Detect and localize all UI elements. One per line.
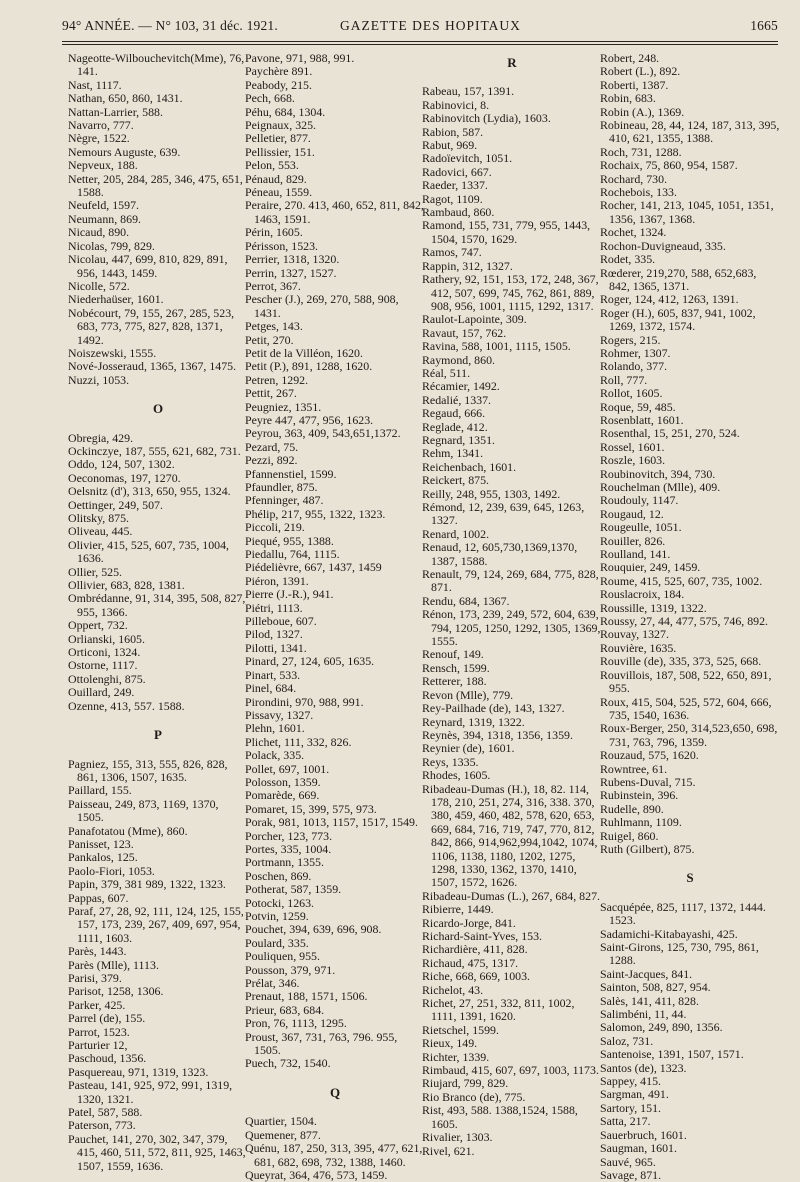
index-entry: Rohmer, 1307. [600,345,671,360]
index-entry: Rubinstein, 396. [600,788,679,803]
index-entry: Perrier, 1318, 1320. [245,252,340,267]
index-entry: Pavone, 971, 988, 991. [245,51,355,65]
index-entry: Parker, 425. [68,997,126,1012]
index-entry: Rouslacroix, 184. [600,587,685,602]
index-entry: Rieux, 149. [422,1036,478,1051]
index-entry: Reynès, 394, 1318, 1356, 1359. [422,727,573,742]
index-entry: Riujard, 799, 829. [422,1076,509,1091]
index-entry: Rendu, 684, 1367. [422,593,510,608]
index-entry: Obregia, 429. [68,430,134,445]
index-entry: Parisi, 379. [68,971,122,985]
index-entry: Rouiller, 826. [600,533,666,548]
index-entry: Sauerbruch, 1601. [600,1127,687,1142]
index-entry: Roger, 124, 412, 1263, 1391. [600,292,739,307]
index-entry: Ollivier, 683, 828, 1381. [68,578,185,593]
index-entry: Rochon-Duvigneaud, 335. [600,238,726,253]
index-entry: Regnard, 1351. [422,432,495,447]
index-entry: Portes, 335, 1004. [245,841,332,856]
index-entry: Paisseau, 249, 873, 1169, 1370, 1505. [68,796,219,825]
index-entry: Navarro, 777. [68,118,134,133]
index-entry: Renouf, 149. [422,647,484,662]
index-entry: Retterer, 188. [422,674,487,689]
index-entry: Pilod, 1327. [245,627,303,642]
index-entry: Polack, 335. [245,748,305,763]
index-entry: Paychère 891. [245,64,313,79]
index-entry: Nattan-Larrier, 588. [68,104,163,119]
index-entry: Paolo-Fiori, 1053. [68,863,155,878]
index-entry: Rehm, 1341. [422,446,484,461]
index-entry: Robineau, 28, 44, 124, 187, 313, 395, 410, 621, 1355, 1388. [600,118,780,146]
header-rule [62,41,778,42]
index-entry: Pasquereau, 971, 1319, 1323. [68,1064,209,1079]
index-entry: Patel, 587, 588. [68,1105,143,1120]
index-entry: Olivier, 415, 525, 607, 735, 1004, 1636. [68,537,230,566]
index-entry: Rio Branco (de), 775. [422,1089,526,1104]
header-rule-double [62,44,778,45]
index-entry: Reickert, 875. [422,473,490,488]
index-entry: Oeconomas, 197, 1270. [68,470,181,485]
index-entry: Parès (Mlle), 1113. [68,957,159,972]
index-entry: Roque, 59, 485. [600,399,676,414]
index-entry: Radovici, 667. [422,164,492,179]
index-entry: Richter, 1339. [422,1049,490,1064]
index-entry: Savage, 871. [600,1167,662,1182]
index-entry: Salimbéni, 11, 44. [600,1007,687,1022]
index-entry: Pagniez, 155, 313, 555, 826, 828, 861, 1306, 1507, 1635. [68,756,228,784]
index-entry: Puech, 732, 1540. [245,1056,331,1071]
index-entry: Péneau, 1559. [245,185,313,200]
index-entry: Rabeau, 157, 1391. [422,84,515,99]
index-entry: Peabody, 215. [245,77,312,92]
index-entry: Reichenbach, 1601. [422,459,517,474]
index-entry: Neufeld, 1597. [68,198,139,213]
index-column-2 [245,52,425,1182]
index-entry: Renard, 1002. [422,526,490,541]
index-entry: Richaud, 475, 1317. [422,955,519,970]
index-entry: Rochebois, 133. [600,185,677,200]
index-entry: Quemener, 877. [245,1127,321,1142]
index-entry: Nuzzi, 1053. [68,372,130,387]
index-entry: Péhu, 684, 1304. [245,104,326,119]
index-entry: Proust, 367, 731, 763, 796. 955, 1505. [245,1029,398,1058]
index-entry: Poulard, 335. [245,935,309,950]
index-entry: Rudelle, 890. [600,801,664,816]
index-entry: Roulland, 141. [600,547,671,562]
index-entry: Potherat, 587, 1359. [245,882,342,897]
index-entry: Ruhlmann, 1109. [600,815,682,830]
section-letter: R [507,55,517,70]
index-entry: Niederhaüser, 1601. [68,292,164,307]
index-entry: Pezzi, 892. [245,453,298,468]
index-entry: Orlianski, 1605. [68,631,145,646]
index-entry: Parisot, 1258, 1306. [68,984,164,999]
index-entry: Rougeulle, 1051. [600,520,682,535]
index-entry: Robert, 248. [600,51,660,65]
index-entry: Piccoli, 219. [245,520,305,535]
index-entry: Perrin, 1327, 1527. [245,265,337,280]
index-entry: Renaud, 12, 605,730,1369,1370, 1387, 1588. [422,540,578,568]
index-entry: Nègre, 1522. [68,131,130,146]
section-letter: P [154,727,162,743]
index-column-4 [600,52,780,1182]
index-entry: Peyre 447, 477, 956, 1623. [245,412,374,427]
index-entry: Riche, 668, 669, 1003. [422,969,530,984]
index-entry: Ribierre, 1449. [422,902,494,917]
index-entry: Pelletier, 877. [245,131,311,146]
index-entry: Ricardo-Jorge, 841. [422,915,516,930]
index-entry: Reynard, 1319, 1322. [422,714,525,729]
index-entry: Pénaud, 829. [245,171,307,186]
index-entry: Porcher, 123, 773. [245,828,333,843]
section-letter: O [152,401,164,417]
index-entry: Nast, 1117. [68,77,122,92]
index-entry: Rubens-Duval, 715. [600,774,696,789]
index-entry: Rensch, 1599. [422,660,490,675]
index-entry: Rogers, 215. [600,332,661,347]
index-entry: Reynier (de), 1601. [422,741,515,756]
index-entry: Sartory, 151. [600,1100,661,1115]
index-entry: Nové-Josseraud, 1365, 1367, 1475. [68,359,237,374]
index-entry: Sadamichi-Kitabayashi, 425. [600,926,738,941]
index-entry: Poschen, 869. [245,868,312,883]
index-entry: Ramond, 155, 731, 779, 955, 1443, 1504, 1570, 1629. [422,218,591,246]
index-entry: Queyrat, 364, 476, 573, 1459. [245,1167,388,1182]
index-entry: Sacquépée, 825, 1117, 1372, 1444. 1523. [600,899,766,928]
index-entry: Pouliquen, 955. [245,949,320,964]
index-entry: Roberti, 1387. [600,77,669,92]
index-entry: Salès, 141, 411, 828. [600,993,699,1008]
index-entry: Potvin, 1259. [245,909,309,923]
index-entry: Piequé, 955, 1388. [245,533,334,548]
index-entry: Roudouly, 1147. [600,493,679,508]
index-entry: Rambaud, 860. [422,205,495,220]
index-entry: Richelot, 43. [422,982,484,997]
index-entry: Rocher, 141, 213, 1045, 1051, 1351, 1356, 1367, 1368. [600,198,774,226]
index-entry: Papin, 379, 381 989, 1322, 1323. [68,877,226,892]
index-entry: Ostorne, 1117. [68,658,138,673]
index-entry: Ockinczye, 187, 555, 621, 682, 731. [68,443,241,458]
index-entry: Ruth (Gilbert), 875. [600,841,695,856]
index-entry: Pauchet, 141, 270, 302, 347, 379, 415, 460, 511, 572, 811, 925, 1463, 1507, 1559, 1636. [68,1131,246,1173]
index-entry: Paillard, 155. [68,783,132,798]
index-entry: Rochaix, 75, 860, 954, 1587. [600,158,738,173]
index-entry: Peignaux, 325. [245,118,317,133]
index-entry: Pilleboue, 607. [245,614,317,629]
index-entry: Rabinovici, 8. [422,97,490,112]
index-entry: Rouquier, 249, 1459. [600,560,701,575]
index-entry: Pouchet, 394, 639, 696, 908. [245,922,382,937]
index-entry: Rivel, 621. [422,1143,475,1158]
index-entry: Petit, 270. [245,332,294,347]
index-entry: Oppert, 732. [68,618,128,633]
index-entry: Pierre (J.-R.), 941. [245,587,334,602]
running-header [62,18,778,40]
index-entry: Roux-Berger, 250, 314,523,650, 698, 731, 763, 796, 1359. [600,721,778,749]
index-entry: Ravina, 588, 1001, 1115, 1505. [422,339,571,354]
index-entry: Parrot, 1523. [68,1024,130,1039]
index-entry: Prenaut, 188, 1571, 1506. [245,989,368,1004]
index-entry: Pfaundler, 875. [245,480,318,494]
index-entry: Roubinovitch, 394, 730. [600,466,716,481]
index-entry: Rist, 493, 588. 1388,1524, 1588, 1605. [422,1103,578,1131]
index-entry: Rouzaud, 575, 1620. [600,748,699,763]
index-entry: Parrel (de), 155. [68,1011,146,1026]
index-column-3 [422,52,602,1158]
index-entry: Rémond, 12, 239, 639, 645, 1263, 1327. [422,500,585,528]
index-entry: Ottolenghi, 875. [68,671,146,686]
index-entry: Rochard, 730. [600,171,668,186]
index-entry: Pezard, 75. [245,439,299,454]
index-entry: Salomon, 249, 890, 1356. [600,1020,723,1035]
index-entry: Pissavy, 1327. [245,707,314,722]
index-entry: Rosenthal, 15, 251, 270, 524. [600,426,740,441]
index-entry: Ribadeau-Dumas (H.), 18, 82. 114, 178, 210, 251, 274, 316, 338. 370, 380, 459, 460, 482, 578, 620, 653, 669, 684, 716, 719, 747, 770, 812, 842, 866, 914,962,994,1042, 1074, 1106, 1138, 1180, 1202, 1275, 1298, 1330, 1362, 1370, 1410, 1507, 1572, 1626. [422,781,598,890]
index-entry: Reglade, 412. [422,419,488,434]
index-entry: Regaud, 666. [422,406,486,421]
index-entry: Quénu, 187, 250, 313, 395, 477, 621, 681, 682, 698, 732, 1388, 1460. [245,1141,423,1169]
index-entry: Saint-Jacques, 841. [600,966,693,981]
index-entry: Raeder, 1337. [422,178,488,193]
index-entry: Sauvé, 965. [600,1154,656,1169]
index-entry: Rougaud, 12. [600,506,664,521]
index-entry: Paterson, 773. [68,1118,136,1133]
index-entry: Plichet, 111, 332, 826. [245,734,352,749]
section-letter: Q [329,1084,341,1100]
index-entry: Pech, 668. [245,91,295,106]
index-entry: Paraf, 27, 28, 92, 111, 124, 125, 155, 157, 173, 239, 267, 409, 697, 954, 1111, 1603. [68,903,244,945]
index-entry: Phélip, 217, 955, 1322, 1323. [245,506,386,521]
index-entry: Oliveau, 445. [68,524,133,539]
page-number: 1665 [750,18,778,33]
index-entry: Pilotti, 1341. [245,640,307,655]
index-entry: Redalié, 1337. [422,392,492,407]
index-entry: Rouvillois, 187, 508, 522, 650, 891, 955. [600,667,772,696]
index-entry: Peraire, 270. 413, 460, 652, 811, 842, 1463, 1591. [245,198,424,226]
index-entry: Parturier 12, [68,1038,128,1053]
index-entry: Piéron, 1391. [245,573,309,588]
index-entry: Roume, 415, 525, 607, 735, 1002. [600,573,763,588]
index-entry: Pankalos, 125. [68,850,138,865]
index-entry: Rochet, 1324. [600,225,667,240]
index-entry: Paschoud, 1356. [68,1051,147,1066]
index-entry: Pinart, 533. [245,667,301,682]
index-entry: Reys, 1335. [422,754,479,769]
index-entry: Orticoni, 1324. [68,645,141,660]
index-entry: Revon (Mlle), 779. [422,687,514,702]
index-entry: Pousson, 379, 971. [245,962,336,977]
index-entry: Olitsky, 875. [68,511,129,525]
index-column-1 [68,52,248,1173]
index-entry: Radoïevitch, 1051. [422,151,513,166]
index-entry: Robin (A.), 1369. [600,104,685,119]
index-entry: Pollet, 697, 1001. [245,761,330,776]
index-entry: Ramos, 747. [422,245,482,260]
index-entry: Portmann, 1355. [245,855,324,870]
index-entry: Ozenne, 413, 557. 1588. [68,698,185,713]
index-entry: Prieur, 683, 684. [245,1002,325,1017]
index-entry: Récamier, 1492. [422,379,500,394]
index-entry: Roch, 731, 1288. [600,144,682,159]
index-entry: Oettinger, 249, 507. [68,497,163,512]
index-entry: Pettit, 267. [245,386,297,401]
index-entry: Richet, 27, 251, 332, 811, 1002, 1111, 1391, 1620. [422,996,575,1024]
index-entry: Nicolle, 572. [68,278,130,293]
index-entry: Saint-Girons, 125, 730, 795, 861, 1288. [600,940,759,968]
index-entry: Nicolau, 447, 699, 810, 829, 891, 956, 1443, 1459. [68,252,228,280]
index-entry: Rolando, 377. [600,359,668,374]
index-entry: Potocki, 1263. [245,895,315,910]
index-entry: Pappas, 607. [68,890,129,905]
index-entry: Rollot, 1605. [600,386,663,401]
index-entry: Nicaud, 890. [68,225,130,240]
index-entry: Roussy, 27, 44, 477, 575, 746, 892. [600,614,769,629]
index-entry: Santenoise, 1391, 1507, 1571. [600,1047,744,1062]
index-entry: Piedallu, 764, 1115. [245,547,340,562]
index-entry: Piédelièvre, 667, 1437, 1459 [245,560,382,575]
index-entry: Pasteau, 141, 925, 972, 991, 1319, 1320, 1321. [68,1078,233,1106]
index-entry: Rouville (de), 335, 373, 525, 668. [600,654,762,669]
index-entry: Pomaret, 15, 399, 575, 973. [245,801,377,816]
index-entry: Plehn, 1601. [245,721,305,736]
index-entry: Prélat, 346. [245,976,300,991]
index-entry: Périsson, 1523. [245,238,318,253]
index-entry: Polosson, 1359. [245,774,321,789]
index-entry: Petren, 1292. [245,372,309,387]
issue-line: 94° ANNÉE. — N° 103, 31 déc. 1921. [62,18,278,33]
index-entry: Oddo, 124, 507, 1302. [68,457,175,472]
index-entry: Réal, 511. [422,365,471,380]
index-entry: Roszle, 1603. [600,453,666,468]
index-entry: Sargman, 491. [600,1087,669,1102]
index-entry: Santos (de), 1323. [600,1060,687,1075]
index-entry: Roger (H.), 605, 837, 941, 1002, 1269, 1372, 1574. [600,305,756,334]
index-entry: Nathan, 650, 860, 1431. [68,91,183,106]
index-entry: Pescher (J.), 269, 270, 588, 908, 1431. [245,292,399,320]
index-entry: Raymond, 860. [422,352,495,367]
index-entry: Petit (P.), 891, 1288, 1620. [245,359,373,374]
index-entry: Ombrédanne, 91, 314, 395, 508, 827, 955, 1366. [68,591,246,619]
index-entry: Richardière, 411, 828. [422,942,528,957]
index-entry: Quartier, 1504. [245,1114,317,1129]
index-entry: Rey-Pailhade (de), 143, 1327. [422,701,565,716]
index-entry: Perrot, 367. [245,278,301,293]
index-entry: Rouvay, 1327. [600,627,669,642]
index-entry: Ruigel, 860. [600,828,659,843]
index-entry: Renault, 79, 124, 269, 684, 775, 828, 871. [422,567,599,595]
index-entry: Robert (L.), 892. [600,64,681,79]
index-entry: Petges, 143. [245,319,303,334]
index-entry: Pfenninger, 487. [245,493,324,508]
index-entry: Neumann, 869. [68,211,141,226]
index-entry: Rathery, 92, 151, 153, 172, 248, 367, 412, 507, 699, 745, 762, 861, 889, 908, 956, 1001, 1115, 1292, 1317. [422,272,599,313]
index-entry: Reilly, 248, 955, 1303, 1492. [422,486,561,501]
index-entry: Sainton, 508, 827, 954. [600,980,711,995]
index-entry: Rivalier, 1303. [422,1130,493,1145]
index-entry: Pelon, 553. [245,158,299,173]
index-entry: Peugniez, 1351. [245,399,322,414]
index-entry: Nemours Auguste, 639. [68,144,181,159]
index-entry: Roux, 415, 504, 525, 572, 604, 666, 735, 1540, 1636. [600,694,772,722]
index-entry: Robin, 683. [600,91,656,106]
index-entry: Ribadeau-Dumas (L.), 267, 684, 827. [422,888,600,903]
index-entry: Nepveux, 188. [68,158,138,173]
index-entry: Rowntree, 61. [600,761,668,776]
index-entry: Pfannenstiel, 1599. [245,466,337,481]
index-entry: Saloz, 731. [600,1033,654,1048]
index-entry: Pellissier, 151. [245,144,315,159]
index-entry: Ollier, 525. [68,564,123,579]
index-entry: Rodet, 335. [600,252,656,267]
index-entry: Rietschel, 1599. [422,1022,499,1037]
section-letter: S [686,870,694,886]
index-entry: Rouchelman (Mlle), 409. [600,480,721,494]
index-entry: Pinard, 27, 124, 605, 1635. [245,654,375,669]
index-entry: Porak, 981, 1013, 1157, 1517, 1549. [245,815,418,830]
index-entry: Peyrou, 363, 409, 543,651,1372. [245,426,401,441]
index-entry: Noiszewski, 1555. [68,345,157,360]
index-entry: Saugman, 1601. [600,1141,677,1156]
index-entry: Panafotatou (Mme), 860. [68,823,188,838]
index-entry: Roll, 777. [600,372,648,387]
index-entry: Pirondini, 970, 988, 991. [245,694,364,709]
journal-title: GAZETTE DES HOPITAUX [340,18,521,33]
index-entry: Pron, 76, 1113, 1295. [245,1016,347,1031]
index-entry: Sappey, 415. [600,1074,661,1089]
index-entry: Pomarède, 669. [245,788,320,803]
index-entry: Raulot-Lapointe, 309. [422,312,527,327]
index-entry: Parès, 1443. [68,944,127,959]
index-entry: Petit de la Villéon, 1620. [245,345,363,360]
index-entry: Rabinovitch (Lydia), 1603. [422,111,551,126]
index-entry: Roussille, 1319, 1322. [600,600,707,615]
index-entry: Nageotte-Wilbouchevitch(Mme), 76, 141. [68,51,245,79]
index-entry: Rosenblatt, 1601. [600,412,684,427]
index-entry: Satta, 217. [600,1114,651,1129]
index-entry: Nobécourt, 79, 155, 267, 285, 523, 683, 773, 775, 827, 828, 1371, 1492. [68,305,235,347]
index-entry: Rappin, 312, 1327. [422,258,513,273]
index-entry: Ouillard, 249. [68,685,135,700]
index-entry: Rabion, 587. [422,124,484,139]
index-entry: Rœderer, 219,270, 588, 652,683, 842, 1365, 1371. [600,265,757,293]
index-entry: Périn, 1605. [245,225,303,240]
index-entry: Panisset, 123. [68,836,134,851]
index-entry: Nicolas, 799, 829. [68,238,155,253]
index-entry: Rimbaud, 415, 607, 697, 1003, 1173. [422,1063,599,1078]
index-entry: Richard-Saint-Yves, 153. [422,929,543,943]
index-entry: Rhodes, 1605. [422,768,491,783]
index-entry: Rénon, 173, 239, 249, 572, 604, 639, 794, 1205, 1250, 1292, 1305, 1369, 1555. [422,607,601,649]
index-entry: Ravaut, 157, 762. [422,325,507,340]
index-entry: Rabut, 969. [422,138,478,153]
index-entry: Piétri, 1113. [245,600,303,615]
index-entry: Ragot, 1109. [422,191,483,206]
index-entry: Netter, 205, 284, 285, 346, 475, 651, 1588. [68,171,243,200]
index-entry: Oelsnitz (d'), 313, 650, 955, 1324. [68,484,231,499]
index-entry: Pinel, 684. [245,681,297,696]
index-entry: Rossel, 1601. [600,439,665,454]
index-entry: Rouvière, 1635. [600,640,677,655]
